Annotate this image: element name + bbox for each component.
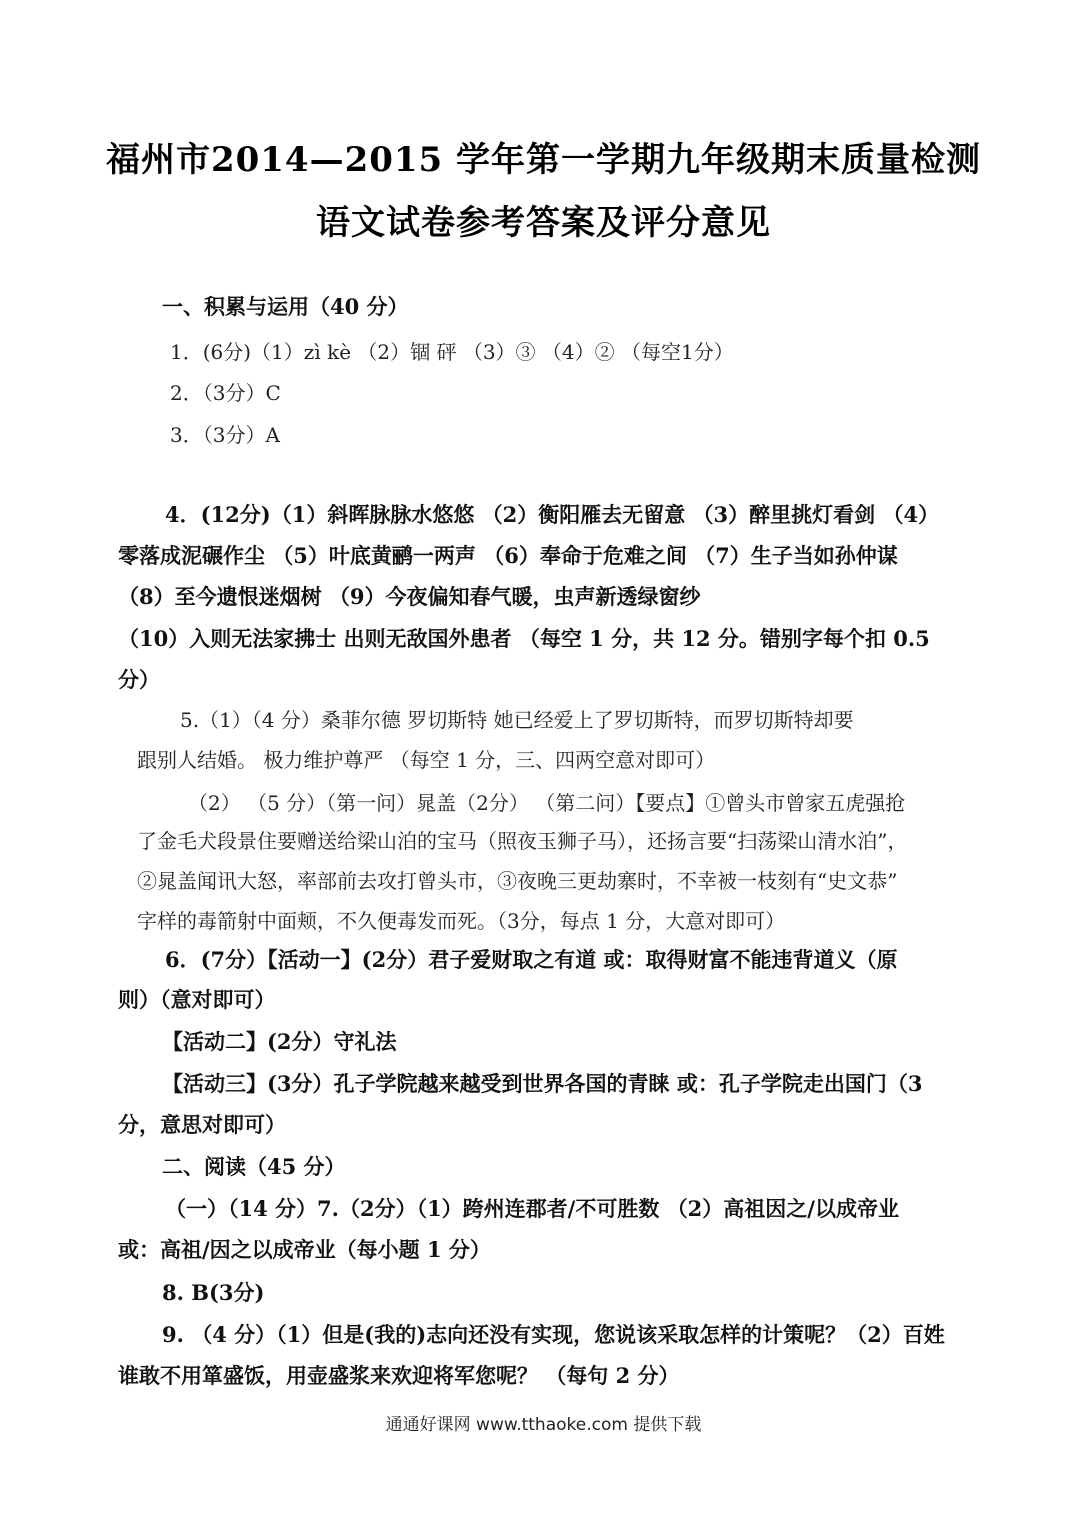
answer-line: 谁敢不用箪盛饭，用壶盛浆来欢迎将军您呢？ （每句 2 分） [118, 1363, 680, 1388]
answer-line: 1．(6分)（1）zì kè （2）锢 砰 （3）③ （4）② （每空1分） [170, 340, 734, 364]
answer-line: 或：高祖/因之以成帝业（每小题 1 分） [118, 1237, 491, 1262]
answer-line: 则）（意对即可） [118, 987, 276, 1012]
answer-line: （一）（14 分）7.（2分）（1）跨州连郡者/不可胜数 （2）高祖因之/以成帝业 [165, 1196, 899, 1221]
answer-line: （10）入则无法家拂士 出则无敌国外患者 （每空 1 分，共 12 分。错别字每个扣 0.5 [118, 626, 930, 651]
answer-line: 2．（3分）C [170, 381, 281, 405]
answer-line: 9. （4 分）（1）但是(我的)志向还没有实现，您说该采取怎样的计策呢？（2）百姓 [162, 1322, 945, 1347]
answer-line: 零落成泥碾作尘 （5）叶底黄鹂一两声 （6）奉命于危难之间 （7）生子当如孙仲谋 [118, 543, 898, 568]
document-subtitle: 语文试卷参考答案及评分意见 [316, 203, 771, 243]
answer-line: 字样的毒箭射中面颊，不久便毒发而死。（3分，每点 1 分，大意对即可） [137, 909, 786, 933]
answer-line: 5.（1）（4 分）桑菲尔德 罗切斯特 她已经爱上了罗切斯特，而罗切斯特却要 [180, 708, 854, 732]
section-heading-1: 一、积累与运用（40 分） [162, 294, 409, 319]
answer-line: 8. B(3分) [162, 1280, 265, 1305]
answer-line: 【活动三】(3分）孔子学院越来越受到世界各国的青睐 或：孔子学院走出国门（3 [162, 1071, 923, 1096]
page-footer: 通通好课网 www.tthaoke.com 提供下载 [385, 1415, 702, 1435]
document-title: 福州市2014—2015 学年第一学期九年级期末质量检测 [105, 140, 982, 180]
answer-line: ②晁盖闻讯大怒，率部前去攻打曾头市，③夜晚三更劫寨时，不幸被一枝刻有“史文恭” [137, 869, 898, 893]
answer-line: 【活动二】(2分）守礼法 [162, 1029, 397, 1054]
answer-line: （2） （5 分）（第一问）晁盖（2分） （第二问）【要点】①曾头市曾家五虎强抢 [188, 791, 906, 815]
answer-line: 分，意思对即可） [118, 1112, 286, 1137]
answer-line: 4．(12分)（1）斜晖脉脉水悠悠 （2）衡阳雁去无留意 （3）醉里挑灯看剑 （4） [165, 502, 940, 527]
section-heading-2: 二、阅读（45 分） [162, 1154, 346, 1179]
answer-line: 跟别人结婚。 极力维护尊严 （每空 1 分，三、四两空意对即可） [137, 748, 716, 772]
answer-line: （8）至今遗恨迷烟树 （9）今夜偏知春气暖，虫声新透绿窗纱 [118, 584, 701, 609]
answer-line: 分） [118, 667, 160, 692]
answer-line: 了金毛犬段景住要赠送给梁山泊的宝马（照夜玉狮子马），还扬言要“扫荡梁山清水泊”， [137, 829, 908, 853]
answer-line: 6．(7分）【活动一】(2分）君子爱财取之有道 或：取得财富不能违背道义（原 [165, 947, 898, 972]
answer-line: 3．（3分）A [170, 423, 280, 447]
